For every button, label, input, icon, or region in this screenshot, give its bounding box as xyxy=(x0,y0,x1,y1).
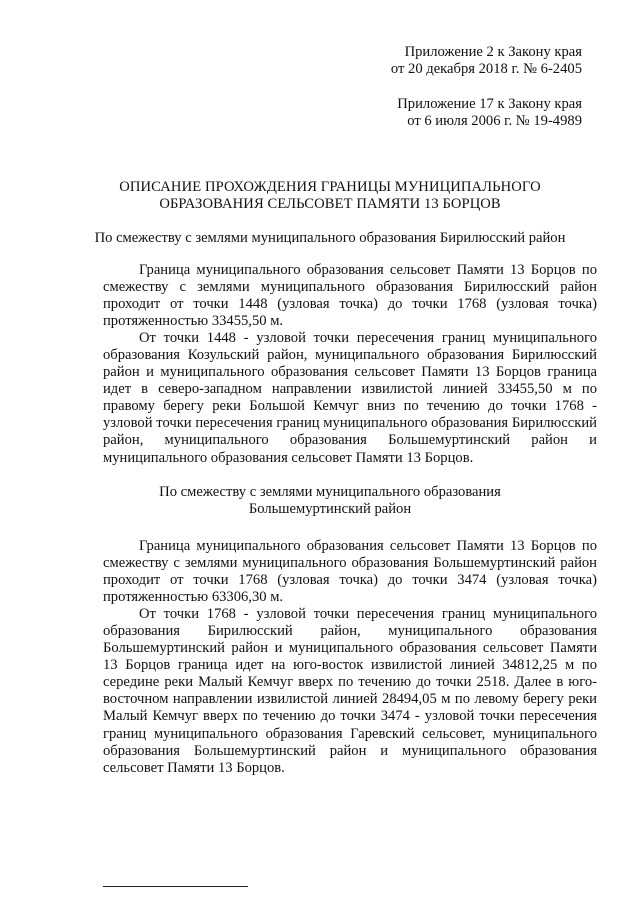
appendix-current-line-1: Приложение 2 к Закону края xyxy=(404,44,582,60)
section-heading-line: Большемуртинский район xyxy=(248,501,412,517)
footnote-divider xyxy=(103,886,248,887)
document-title-line-2: ОБРАЗОВАНИЯ СЕЛЬСОВЕТ ПАМЯТИ 13 БОРЦОВ xyxy=(159,196,501,212)
appendix-original-line-1: Приложение 17 к Закону края xyxy=(397,96,582,112)
appendix-current-line-2: от 20 декабря 2018 г. № 6-2405 xyxy=(390,61,582,77)
section-body-birilyussky xyxy=(103,262,597,467)
document-title xyxy=(100,179,560,213)
section-body-bolshemurtinsky xyxy=(103,538,597,777)
section-heading-line: По смежеству с землями муниципального образования Бирилюсский район xyxy=(94,230,566,246)
appendix-original-line-2: от 6 июля 2006 г. № 19-4989 xyxy=(407,113,582,129)
paragraph: От точки 1448 - узловой точки пересечения границ муниципального образования Козульский район, муниципального образования Бирилюсский район и муниципального образования сельсовет Памяти 13 Борцов граница идет в северо-западном направлении извилистой линией 33455,50 м по правому берегу реки Большой Кемчуг вниз по течению до точки 1768 - узловой точки пересечения границ муниципального образования Бирилюсский район, муниципального образования Большемуртинский район и муниципального образования сельсовет Памяти 13 Борцов. xyxy=(103,330,597,466)
appendix-current-reference xyxy=(391,44,582,78)
section-heading-line: По смежеству с землями муниципального образования xyxy=(159,484,501,500)
appendix-original-reference xyxy=(397,96,582,130)
document-title-line-1: ОПИСАНИЕ ПРОХОЖДЕНИЯ ГРАНИЦЫ МУНИЦИПАЛЬНОГО xyxy=(119,179,541,195)
section-heading-birilyussky xyxy=(90,230,570,247)
paragraph: Граница муниципального образования сельсовет Памяти 13 Борцов по смежеству с землями муниципального образования Большемуртинский район проходит от точки 1768 (узловая точка) до точки 3474 (узловая точка) протяженностью 63306,30 м. xyxy=(103,538,597,606)
paragraph: Граница муниципального образования сельсовет Памяти 13 Борцов по смежеству с землями муниципального образования Бирилюсский район проходит от точки 1448 (узловая точка) до точки 1768 (узловая точка) протяженностью 33455,50 м. xyxy=(103,262,597,330)
section-heading-bolshemurtinsky xyxy=(90,484,570,518)
paragraph: От точки 1768 - узловой точки пересечения границ муниципального образования Бирилюсский район, муниципального образования Большемуртинский район и муниципального образования сельсовет Памяти 13 Борцов граница идет на юго-восток извилистой линией 34812,25 м по середине реки Малый Кемчуг вверх по течению до точки 2518. Далее в юго-восточном направлении извилистой линией 28494,05 м по левому берегу реки Малый Кемчуг вверх по течению до точки 3474 - узловой точки пересечения границ муниципального образования Гаревский сельсовет, муниципального образования Большемуртинский район и муниципального образования сельсовет Памяти 13 Борцов. xyxy=(103,606,597,776)
